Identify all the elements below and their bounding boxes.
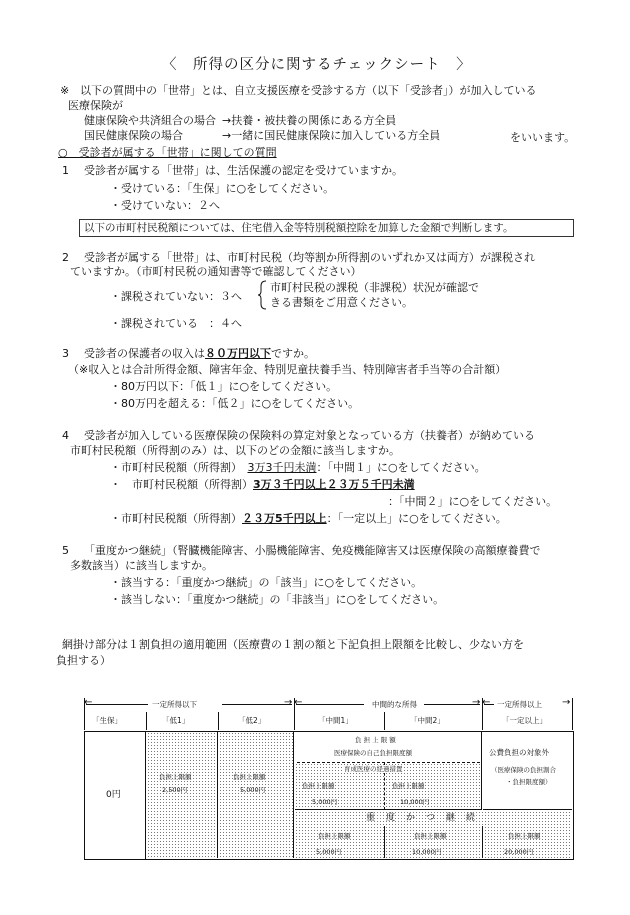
q3-question: 受診者の保護者の収入は８０万円以下ですか。 bbox=[84, 347, 315, 360]
chukan2-label: 負担上限額 bbox=[392, 782, 425, 790]
q1-option-yes: ・受けている：「生保」に○をしてください。 bbox=[110, 182, 335, 195]
q3-note: （※収入とは合計所得金額、障害年金、特別児童扶養手当、特別障害者手当等の合計額） bbox=[68, 363, 507, 376]
q1-text: 受診者が属する「世帯」は、生活保護の認定を受けていますか。 bbox=[84, 164, 403, 177]
note-line2: 医療保険が bbox=[68, 99, 123, 112]
severe2-label: 負担上限額 bbox=[414, 832, 447, 840]
q1-option-no: ・受けていない：２へ bbox=[110, 199, 220, 212]
q2-line2: ていますか。（市町村民税の通知書等で確認してください） bbox=[70, 265, 362, 278]
q4-line1: 受診者が加入している医療保険の保険料の算定対象となっている方（扶養者）が納めている bbox=[84, 429, 535, 442]
q4-option-chukan1: ・市町村民税額（所得割） 3万3千円未満：「中間１」に○をしてください。 bbox=[110, 461, 486, 474]
q1-number: 1 bbox=[62, 164, 69, 177]
brace-icon bbox=[258, 280, 268, 310]
seiho-value: 0円 bbox=[106, 790, 121, 800]
note-line1: 以下の質問中の「世帯」とは、自立支援医療を受診する方（以下「受診者」）が加入している bbox=[80, 84, 537, 97]
severe3-value: 20,000円 bbox=[504, 848, 534, 856]
q5-line2: 多数該当）に該当しますか。 bbox=[70, 559, 213, 572]
note-case2-label: 国民健康保険の場合 bbox=[84, 129, 183, 142]
cat-tei2: 「低2」 bbox=[238, 716, 266, 725]
mid-header2: 医療保険の自己負担限度額 bbox=[334, 749, 412, 757]
q4-option-ittei: ・市町村民税額（所得割）２３万5千円以上：「一定以上」に○をしてください。 bbox=[110, 512, 507, 525]
cat-ittei: 「一定以上」 bbox=[502, 716, 547, 725]
high-sub1: （医療保険の負担割合 bbox=[491, 766, 556, 774]
q4-line2: 市町村民税額（所得割のみ）は、以下のどの金額に該当しますか。 bbox=[70, 444, 400, 457]
q5-number: 5 bbox=[62, 544, 69, 557]
high-title: 公費負担の対象外 bbox=[489, 748, 549, 757]
cat-chukan2: 「中間2」 bbox=[410, 716, 445, 725]
chukan2-value: 10,000円 bbox=[400, 798, 430, 806]
q2-number: 2 bbox=[62, 251, 69, 264]
q2-line1: 受診者が属する「世帯」は、市町村民税（均等割か所得割のいずれか又は両方）が課税され bbox=[84, 251, 535, 264]
q5-option-yes: ・該当する：「重度かつ継続」の「該当」に○をしてください。 bbox=[110, 576, 423, 589]
mid-header1: 負 担 上 限 額 bbox=[355, 736, 396, 744]
note-case1-value: →扶養・被扶養の関係にある方全員 bbox=[222, 114, 397, 127]
q3-number: 3 bbox=[62, 347, 69, 360]
tei2-value: 5,000円 bbox=[240, 786, 266, 794]
tei1-value: 2,500円 bbox=[162, 786, 188, 794]
q3-option-under: ・80万円以下：「低１」に○をしてください。 bbox=[110, 380, 338, 393]
severe1-value: 5,000円 bbox=[316, 848, 342, 856]
group-low-label: 一定所得以下 bbox=[152, 700, 197, 709]
severe1-label: 負担上限額 bbox=[318, 832, 351, 840]
q4-option-chukan2-cont: ：「中間２」に○をしてください。 bbox=[388, 495, 558, 508]
q3-emphasis: ８０万円以下 bbox=[205, 347, 271, 360]
tei2-label: 負担上限額 bbox=[233, 773, 266, 781]
severe-title: 重 度 か つ 継 続 bbox=[366, 813, 477, 823]
footer-note-line1: 網掛け部分は１割負担の適用範囲（医療費の１割の額と下記負担上限額を比較し、少ない方を bbox=[62, 638, 524, 651]
q2-option-taxed: ・課税されている ：４へ bbox=[110, 317, 242, 330]
note-case2-value: →一緒に国民健康保険に加入している方全員 bbox=[222, 129, 441, 142]
cat-seiho: 「生保」 bbox=[92, 716, 122, 725]
q2-brace-line1: 市町村民税の課税（非課税）状況が確認で bbox=[270, 281, 479, 294]
note-mark: ※ bbox=[60, 84, 70, 97]
severe3-label: 負担上限額 bbox=[508, 832, 541, 840]
chukan1-label: 負担上限額 bbox=[302, 782, 335, 790]
group-high-label: 一定所得以上 bbox=[497, 700, 542, 709]
severe2-value: 10,000円 bbox=[412, 848, 442, 856]
mid-header3: 育成医療の経過措置 bbox=[344, 765, 403, 773]
group-mid-label: 中間的な所得 bbox=[372, 700, 417, 709]
q5-option-no: ・該当しない：「重度かつ継続」の「非該当」に○をしてください。 bbox=[110, 593, 445, 606]
cat-chukan1: 「中間1」 bbox=[318, 716, 353, 725]
footer-note-line2: 負担する） bbox=[56, 654, 111, 667]
q4-number: 4 bbox=[62, 429, 69, 442]
q4-option-chukan2: ・ 市町村民税額（所得割）3万３千円以上２３万５千円未満 bbox=[110, 478, 415, 491]
q3-option-over: ・80万円を超える：「低２」に○をしてください。 bbox=[110, 397, 360, 410]
note-case1-label: 健康保険や共済組合の場合 bbox=[84, 114, 216, 127]
high-sub2: ・負担限度額） bbox=[506, 778, 552, 786]
q5-line1: 「重度かつ継続」（腎臓機能障害、小腸機能障害、免疫機能障害又は医療保険の高額療養費で bbox=[84, 544, 541, 557]
section-heading: ○ 受診者が属する「世帯」に関しての質問 bbox=[58, 146, 277, 159]
chukan1-value: 5,000円 bbox=[312, 798, 338, 806]
tei1-label: 負担上限額 bbox=[159, 773, 192, 781]
cat-tei1: 「低1」 bbox=[162, 716, 190, 725]
q2-brace-line2: きる書類をご用意ください。 bbox=[270, 296, 413, 309]
tax-note-text: 以下の市町村民税額については、住宅借入金等特別税額控除を加算した金額で判断します。 bbox=[84, 222, 514, 234]
page-title: 〈 所得の区分に関するチェックシート 〉 bbox=[162, 57, 472, 73]
q2-option-untaxed: ・課税されていない：３へ bbox=[110, 290, 242, 303]
note-tail: をいいます。 bbox=[510, 131, 576, 144]
